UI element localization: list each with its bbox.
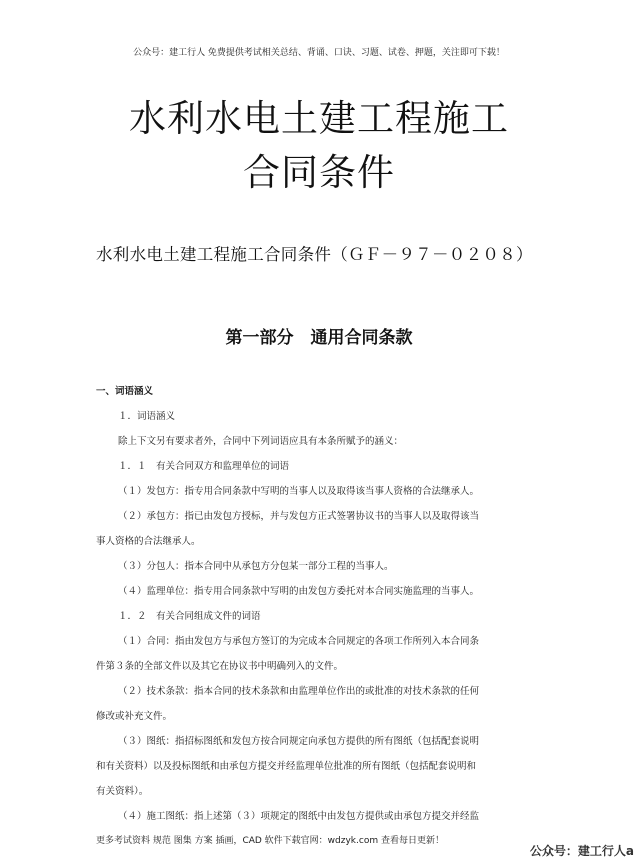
paragraph-line: （２）承包方：指已由发包方授标，并与发包方正式签署协议书的当事人以及取得该当 (118, 511, 480, 522)
document-subtitle: 水利水电土建工程施工合同条件（ＧＦ－９７－０２０８） (96, 245, 533, 264)
document-title-line2: 合同条件 (243, 151, 395, 194)
paragraph-line: （２）技术条款：指本合同的技术条款和由监理单位作出的或批准的对技术条款的任何 (118, 686, 480, 697)
footer-note: 更多考试资料 规范 图集 方案 插画，CAD 软件下载官网：wdzyk.com 查看每日更新！ (96, 836, 444, 846)
paragraph-line: （３）分包人：指本合同中从承包方分包某一部分工程的当事人。 (118, 561, 394, 572)
part-heading: 第一部分 通用合同条款 (225, 328, 413, 348)
header-note: 公众号：建工行人 免费提供考试相关总结、背诵、口诀、习题、试卷、押题，关注即可下载！ (133, 48, 505, 58)
paragraph-line: 件第３条的全部文件以及其它在协议书中明确列入的文件。 (96, 661, 344, 672)
subclause-heading: １．２ 有关合同组成文件的词语 (118, 611, 261, 622)
paragraph-line: （４）施工图纸：指上述第（３）项规定的图纸中由发包方提供或由承包方提交并经监 (118, 811, 480, 822)
paragraph-line: 有关资料）。 (96, 786, 149, 797)
section-heading: 一、词语涵义 (96, 386, 154, 397)
subclause-heading: １．１ 有关合同双方和监理单位的词语 (118, 461, 290, 472)
paragraph-line: （３）图纸：指招标图纸和发包方按合同规定向承包方提供的所有图纸（包括配套说明 (118, 736, 480, 747)
paragraph-line: 除上下文另有要求者外，合同中下列词语应具有本条所赋予的涵义： (118, 436, 404, 447)
paragraph-line: 修改或补充文件。 (96, 711, 173, 722)
paragraph-line: 事人资格的合法继承人。 (96, 536, 201, 547)
paragraph-line: （１）合同：指由发包方与承包方签订的为完成本合同规定的各项工作所列入本合同条 (118, 636, 480, 647)
paragraph-line: 和有关资料）以及投标图纸和由承包方提交并经监理单位批准的所有图纸（包括配套说明和 (96, 761, 477, 772)
watermark: 公众号：建工行人a (529, 844, 634, 858)
paragraph-line: （１）发包方：指专用合同条款中写明的当事人以及取得该当事人资格的合法继承人。 (118, 486, 480, 497)
document-title-line1: 水利水电土建工程施工 (129, 97, 509, 140)
clause-heading: １．词语涵义 (118, 411, 176, 422)
paragraph-line: （４）监理单位：指专用合同条款中写明的由发包方委托对本合同实施监理的当事人。 (118, 586, 480, 597)
